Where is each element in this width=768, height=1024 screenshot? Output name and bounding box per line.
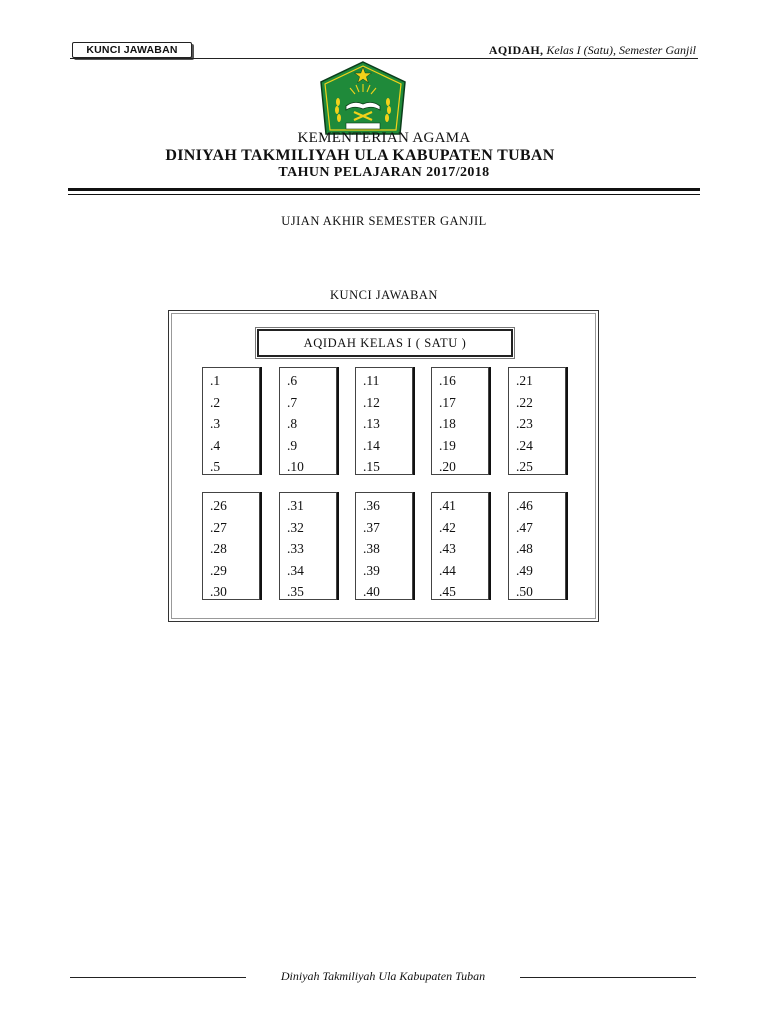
- answer-number: .22: [516, 394, 533, 410]
- answer-number: .24: [516, 437, 533, 453]
- answer-number: .29: [210, 562, 227, 578]
- answer-column: [279, 492, 337, 600]
- answer-number: .27: [210, 519, 227, 535]
- answer-number: .36: [363, 498, 380, 513]
- answer-number: .14: [363, 437, 380, 453]
- answer-number: .18: [439, 416, 456, 431]
- footer-text: Diniyah Takmiliyah Ula Kabupaten Tuban: [280, 969, 486, 983]
- school-title: DINIYAH TAKMILIYAH ULA KABUPATEN TUBAN: [165, 147, 555, 164]
- ministry-title: KEMENTERIAN AGAMA: [297, 130, 471, 146]
- answer-number: .48: [516, 541, 533, 556]
- answer-number: .6: [287, 373, 298, 388]
- answer-number: .41: [439, 498, 456, 513]
- answer-column: [508, 367, 566, 475]
- answer-number: .13: [363, 416, 380, 431]
- answer-number: .38: [363, 541, 380, 556]
- answer-number: .43: [439, 541, 456, 556]
- answer-key-tag: KUNCI JAWABAN: [72, 42, 192, 58]
- answer-number: .32: [287, 519, 304, 535]
- answer-number: .37: [363, 519, 380, 535]
- answer-number: .12: [363, 394, 380, 410]
- ministry-logo-icon: [318, 60, 408, 138]
- answer-column: [202, 492, 260, 600]
- answer-column: [355, 367, 413, 475]
- answer-number: .26: [210, 498, 227, 513]
- answer-number: .21: [516, 373, 533, 388]
- answer-number: .44: [439, 562, 456, 578]
- title-rule-thin: [68, 194, 700, 195]
- answer-number: .33: [287, 541, 304, 556]
- answer-number: .1: [210, 373, 221, 388]
- title-rule-thick: [68, 188, 700, 191]
- running-header: [489, 43, 696, 58]
- answer-number: .34: [287, 562, 304, 578]
- answer-number: .7: [287, 394, 298, 410]
- answer-number: .30: [210, 584, 227, 599]
- answer-column: [431, 367, 489, 475]
- footer-rule-right: [520, 977, 696, 978]
- answer-number: .39: [363, 562, 380, 578]
- answer-number: .20: [439, 459, 456, 474]
- answer-number: .15: [363, 459, 380, 474]
- academic-year: TAHUN PELAJARAN 2017/2018: [278, 165, 490, 180]
- answer-number: .2: [210, 394, 221, 410]
- answer-column: [279, 367, 337, 475]
- answer-number: .35: [287, 584, 304, 599]
- subject-label: AQIDAH,: [488, 43, 544, 57]
- answer-number: .50: [516, 584, 533, 599]
- answer-number: .17: [439, 394, 456, 410]
- answer-column: [508, 492, 566, 600]
- footer-rule-left: [70, 977, 246, 978]
- answer-column: [355, 492, 413, 600]
- answer-number: .19: [439, 437, 456, 453]
- answer-number: .16: [439, 373, 456, 388]
- answer-number: .40: [363, 584, 380, 599]
- answer-number: .3: [210, 416, 221, 431]
- answer-number: .28: [210, 541, 227, 556]
- answer-number: .11: [363, 373, 380, 388]
- answer-number: .10: [287, 459, 304, 474]
- subject-class-box: AQIDAH KELAS I ( SATU ): [257, 329, 513, 357]
- answer-number: .25: [516, 459, 533, 474]
- answer-number: .45: [439, 584, 456, 599]
- answer-column: [202, 367, 260, 475]
- answer-column: [431, 492, 489, 600]
- answer-number: .42: [439, 519, 456, 535]
- answer-number: .49: [516, 562, 533, 578]
- answer-number: .46: [516, 498, 533, 513]
- answer-number: .47: [516, 519, 533, 535]
- answer-number: .23: [516, 416, 533, 431]
- exam-title: UJIAN AKHIR SEMESTER GANJIL: [281, 214, 487, 228]
- class-semester-label: Kelas I (Satu), Semester Ganjil: [543, 43, 696, 57]
- answer-number: .31: [287, 498, 304, 513]
- answer-number: .8: [287, 416, 298, 431]
- answer-number: .4: [210, 437, 221, 453]
- answer-number: .5: [210, 459, 221, 474]
- answer-number: .9: [287, 437, 298, 453]
- header-rule: [70, 58, 698, 59]
- answer-key-title: KUNCI JAWABAN: [330, 288, 438, 302]
